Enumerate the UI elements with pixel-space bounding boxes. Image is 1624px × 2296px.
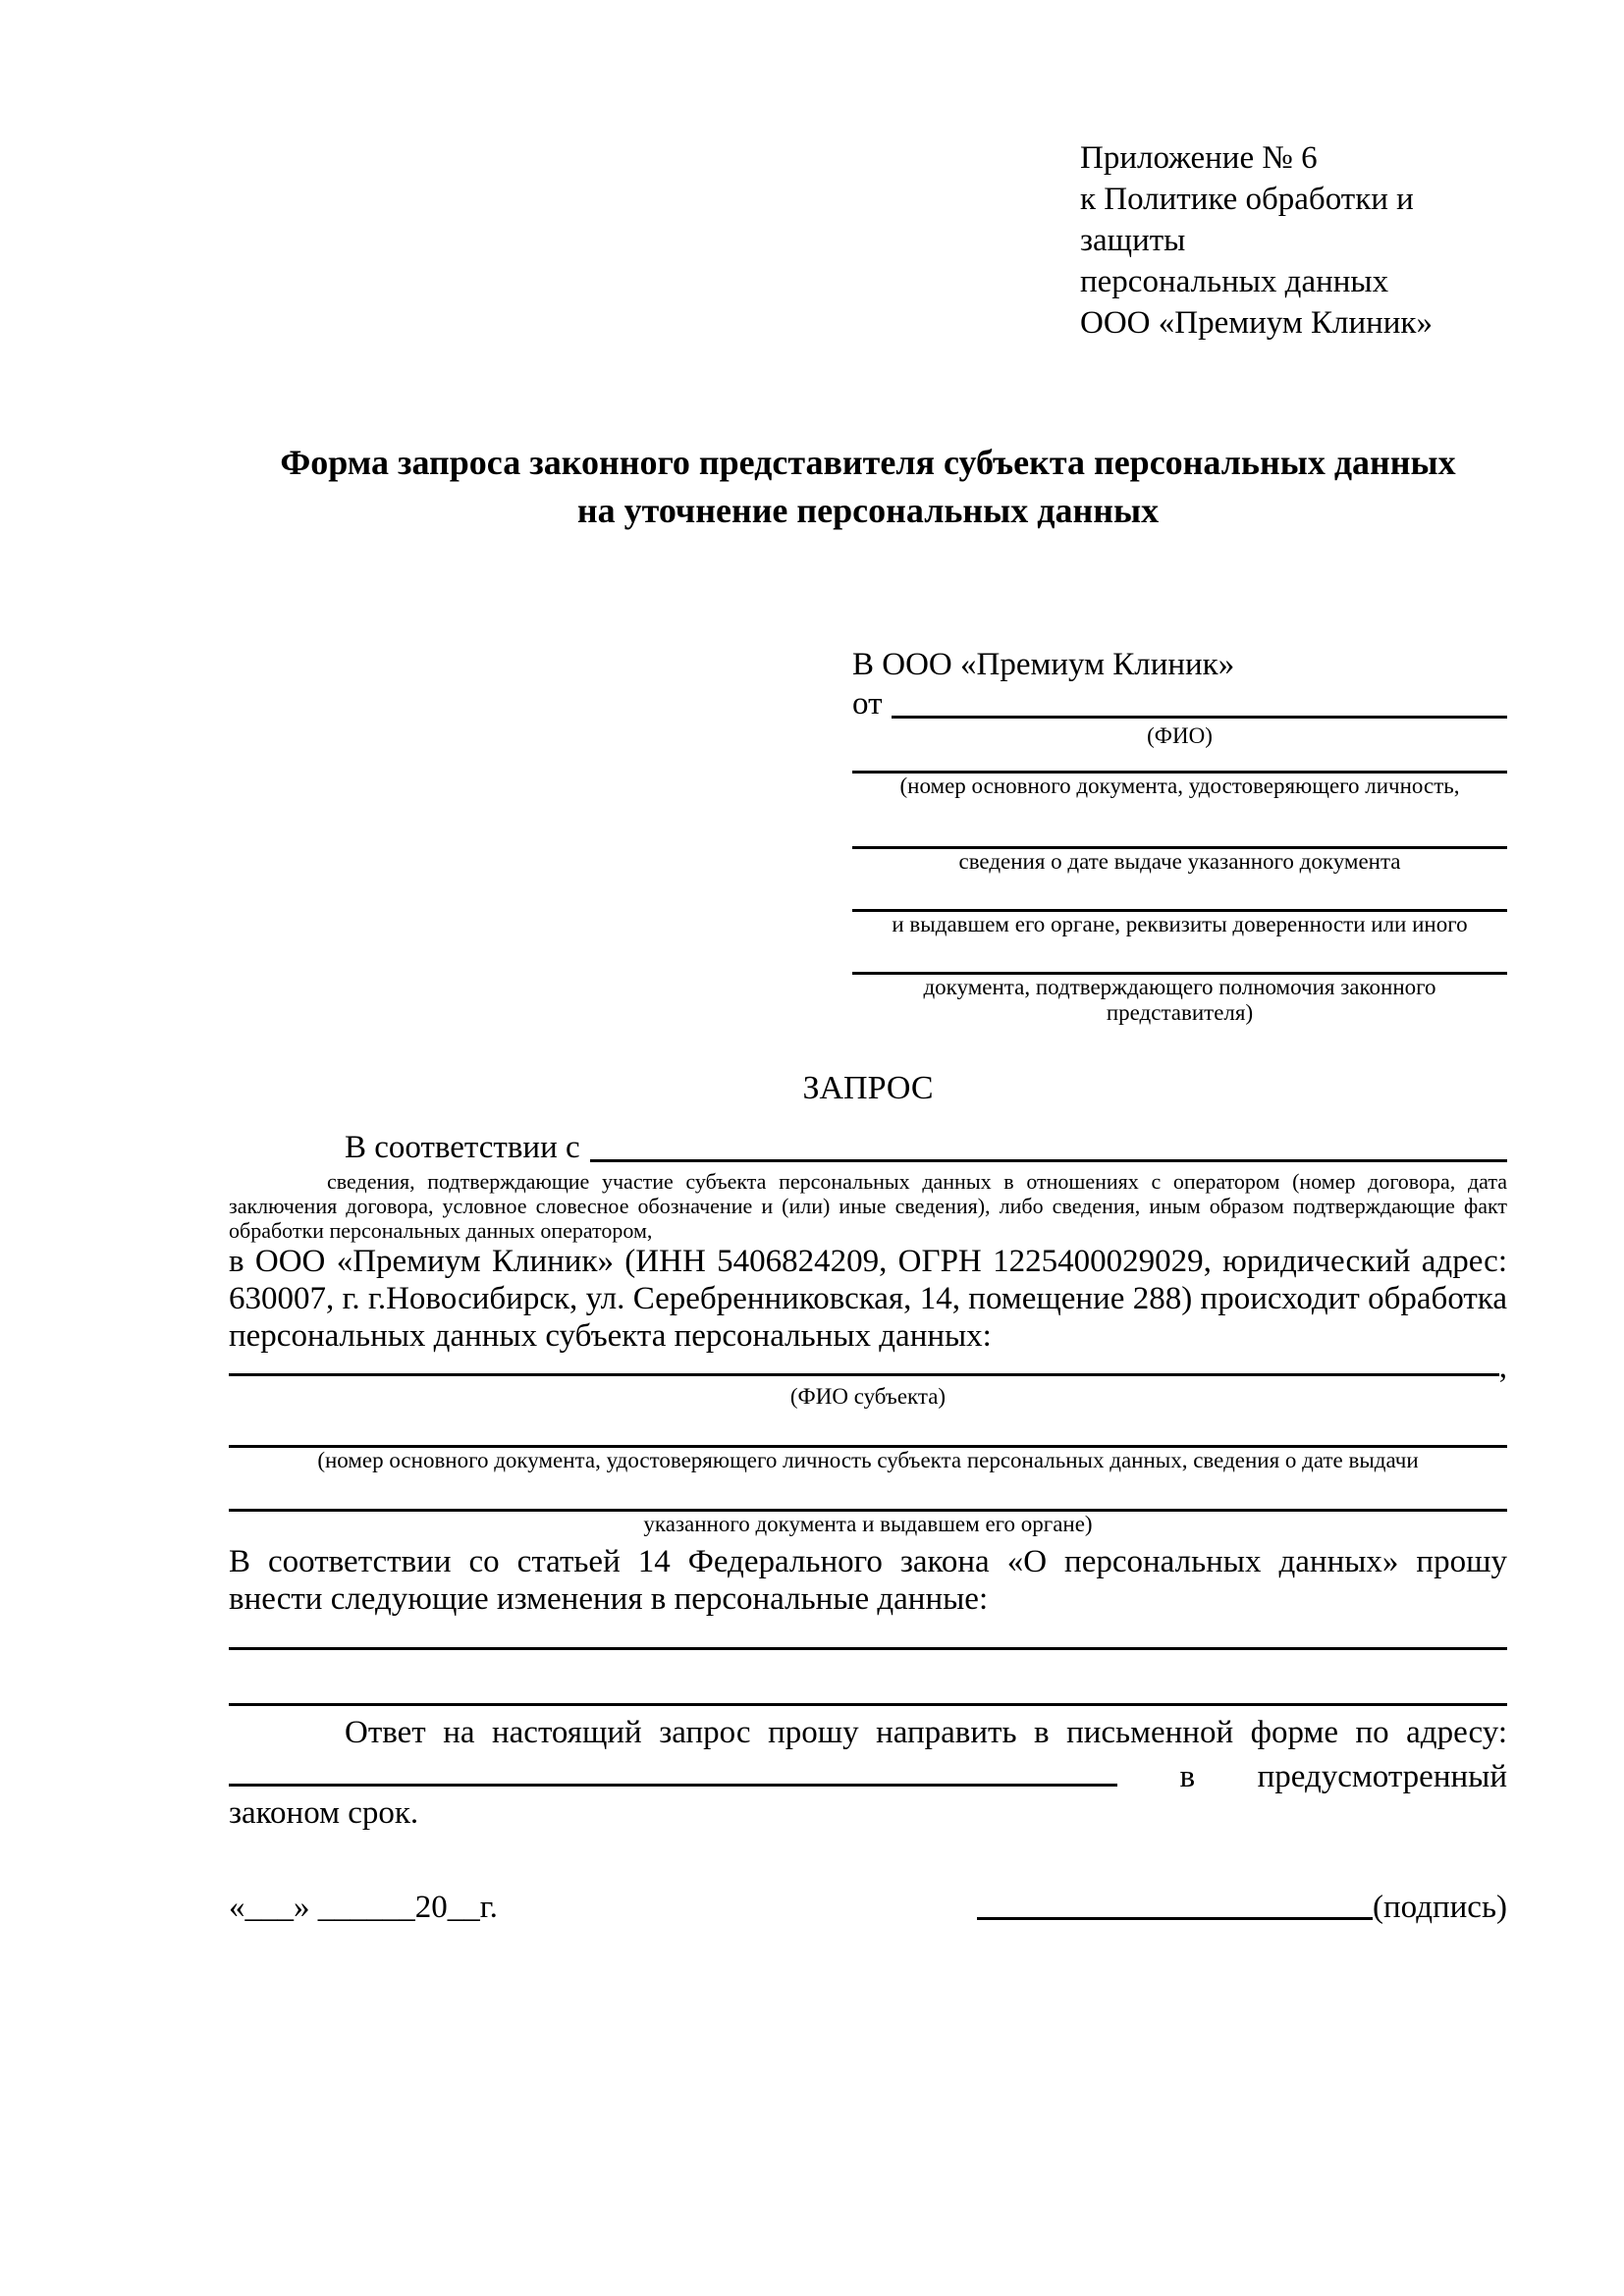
appendix-line-1: Приложение № 6	[1080, 140, 1318, 176]
representative-authority-caption: документа, подтверждающего полномочия законного представителя)	[923, 975, 1436, 1025]
subject-fio-blank-line	[229, 1373, 1499, 1376]
from-blank-line	[892, 684, 1508, 719]
signature-block	[977, 1889, 1507, 1926]
intro-blank-line	[590, 1128, 1507, 1162]
reply-word-2: предусмотренный	[1257, 1759, 1507, 1794]
intro-label: В соответствии с	[345, 1130, 580, 1165]
addressee-block	[852, 645, 1507, 1026]
signature-blank-line	[977, 1917, 1373, 1920]
subject-fio-row	[229, 1350, 1507, 1385]
reply-paragraph: Ответ на настоящий запрос прошу направить в письменной форме по адресу:	[345, 1715, 1507, 1750]
date-blank: «___» ______20__г.	[229, 1890, 498, 1925]
subject-doc-caption-1: (номер основного документа, удостоверяющего личность субъекта персональных данных, сведения о дате выдачи	[317, 1448, 1419, 1472]
document-title-line-1: Форма запроса законного представителя субъекта персональных данных	[280, 443, 1456, 482]
reply-word-1: в	[1179, 1759, 1196, 1794]
from-row	[852, 684, 1507, 723]
issue-date-caption: сведения о дате выдаче указанного документа	[958, 849, 1401, 874]
operator-paragraph: в ООО «Премиум Клиник» (ИНН 5406824209, ОГРН 1225400029029, юридический адрес: 630007, г. г.Новосибирск, ул. Серебренниковская, 14, помещение 288) происходит обработка персональных данных субъекта персональных данных:	[229, 1244, 1507, 1354]
reply-end-line: законом срок.	[229, 1795, 419, 1831]
reply-address-row	[229, 1751, 1507, 1794]
comma-mark: ,	[1498, 1350, 1507, 1385]
intro-note: сведения, подтверждающие участие субъекта персональных данных в отношениях с оператором (номер договора, дата заключения договора, условное словесное обозначение и (или) иные сведения), либо сведения, иным образом подтверждающие факт обработки персональных данных оператором,	[229, 1169, 1507, 1243]
footer-row	[229, 1889, 1507, 1926]
blank-line	[229, 1647, 1507, 1650]
reply-address-blank-line	[229, 1784, 1117, 1787]
appendix-block	[1080, 137, 1507, 344]
appendix-line-2: к Политике обработки и защиты	[1080, 182, 1414, 258]
intro-row	[229, 1128, 1507, 1167]
doc-number-caption: (номер основного документа, удостоверяющего личность,	[899, 774, 1460, 798]
document-title-line-2: на уточнение персональных данных	[576, 491, 1160, 530]
signature-caption: (подпись)	[1373, 1890, 1507, 1925]
request-heading: ЗАПРОС	[802, 1070, 934, 1106]
appendix-line-4: ООО «Премиум Клиник»	[1080, 305, 1433, 341]
from-label: от	[852, 686, 883, 721]
subject-doc-caption-2: указанного документа и выдавшем его органе)	[643, 1512, 1093, 1536]
addressee-to: В ООО «Премиум Клиник»	[852, 647, 1235, 682]
document-title	[229, 439, 1507, 535]
issuing-authority-caption: и выдавшем его органе, реквизиты доверенности или иного	[892, 912, 1468, 936]
subject-fio-caption: (ФИО субъекта)	[789, 1384, 947, 1409]
blank-line	[229, 1703, 1507, 1706]
fio-caption: (ФИО)	[1147, 723, 1213, 748]
article-paragraph: В соответствии со статьей 14 Федерального закона «О персональных данных» прошу внести следующие изменения в персональные данные:	[229, 1544, 1507, 1617]
appendix-line-3: персональных данных	[1080, 264, 1389, 299]
